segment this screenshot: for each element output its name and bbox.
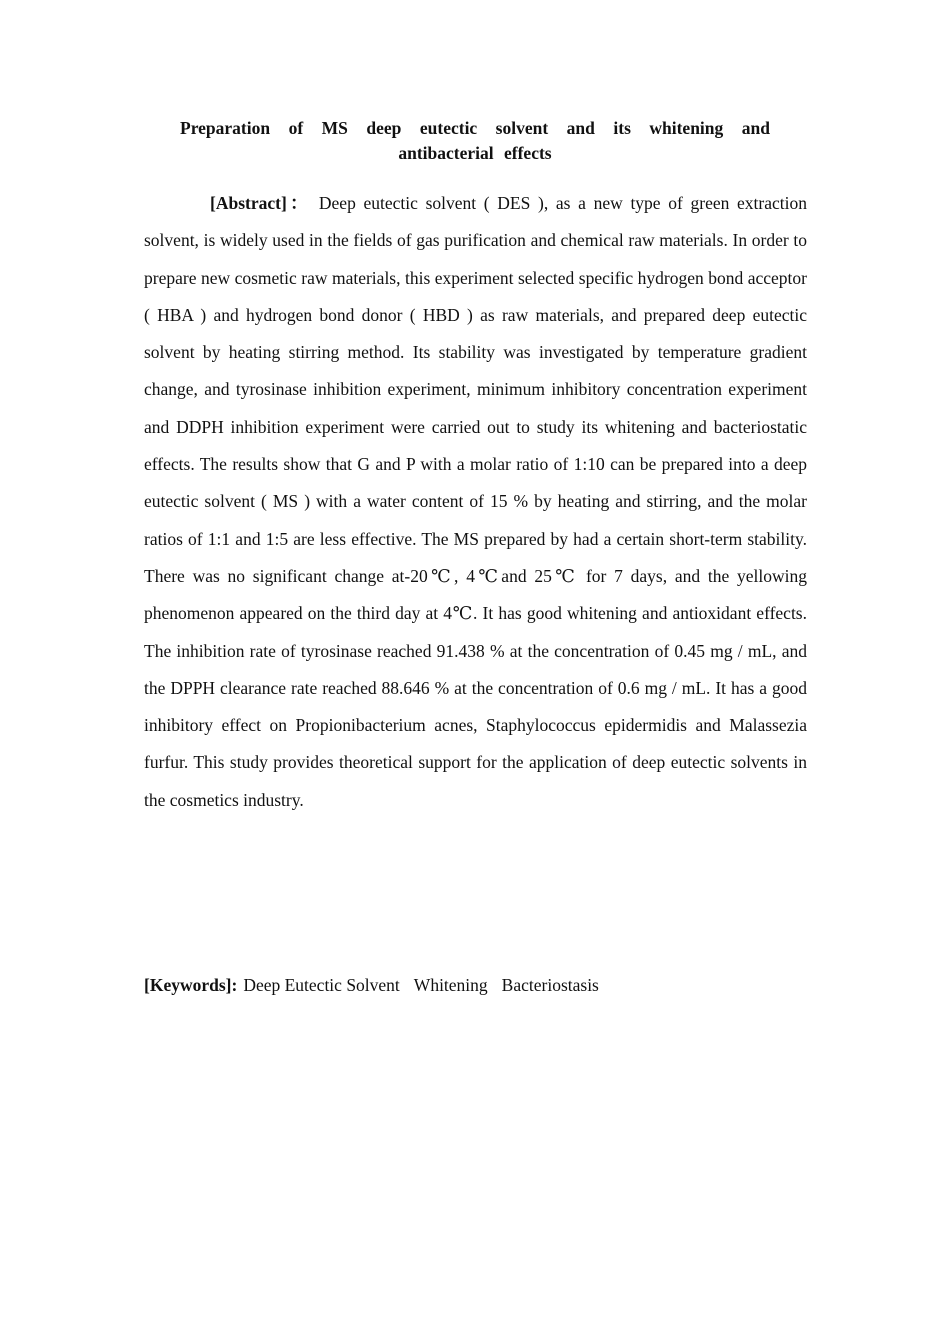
keywords-colon: : <box>231 975 238 995</box>
keyword-item: Whitening <box>413 975 488 995</box>
keywords-line <box>144 970 807 1000</box>
abstract-paragraph <box>144 185 807 819</box>
keyword-item: Bacteriostasis <box>501 975 599 995</box>
abstract-label: [Abstract] <box>210 193 287 213</box>
title-line-1: Preparation of MS deep eutectic solvent and its whitening and <box>180 118 770 138</box>
abstract-text: Deep eutectic solvent ( DES ), as a new type of green extraction solvent, is widely used in the fields of gas purification and chemical raw materials. In order to prepare new cosmetic raw materials, this experiment selected specific hydrogen bond acceptor ( HBA ) and hydrogen bond donor ( HBD ) as raw materials, and prepared deep eutectic solvent by heating stirring method. Its stability was investigated by temperature gradient change, and tyrosinase inhibition experiment, minimum inhibitory concentration experiment and DDPH inhibition experiment were carried out to study its whitening and bacteriostatic effects. The results show that G and P with a molar ratio of 1:10 can be prepared into a deep eutectic solvent ( MS ) with a water content of 15 % by heating and stirring, and the molar ratios of 1:1 and 1:5 are less effective. The MS prepared by had a certain short-term stability. There was no significant change at-20℃, 4℃and 25℃ for 7 days, and the yellowing phenomenon appeared on the third day at 4℃. It has good whitening and antioxidant effects. The inhibition rate of tyrosinase reached 91.438 % at the concentration of 0.45 mg / mL, and the DPPH clearance rate reached 88.646 % at the concentration of 0.6 mg / mL. It has a good inhibitory effect on Propionibacterium acnes, Staphylococcus epidermidis and Malassezia furfur. This study provides theoretical support for the application of deep eutectic solvents in the cosmetics industry. <box>144 193 807 810</box>
abstract-colon: ： <box>286 193 311 213</box>
keywords-label: [Keywords] <box>144 975 232 995</box>
keyword-item: Deep Eutectic Solvent <box>243 975 400 995</box>
paper-title <box>180 116 770 166</box>
title-line-2: antibacterial effects <box>398 143 552 163</box>
